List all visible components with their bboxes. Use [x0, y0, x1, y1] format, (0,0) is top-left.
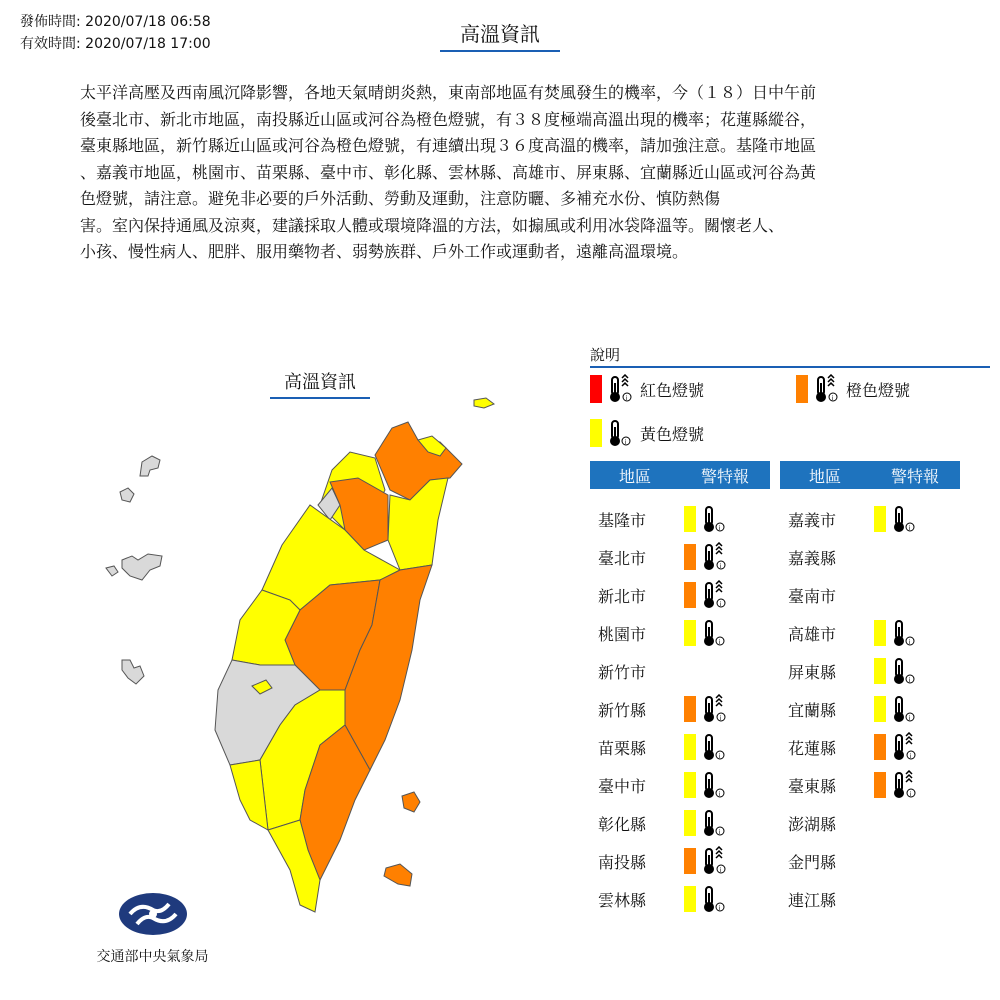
table-row: [788, 655, 924, 687]
region-name: 嘉義市: [788, 510, 837, 530]
region-name: 臺東縣: [788, 776, 837, 796]
svg-text:i: i: [831, 395, 834, 402]
table-row: [788, 845, 868, 877]
svg-text:i: i: [719, 867, 722, 874]
thermometer-extreme-icon: [892, 732, 918, 762]
warning-swatch-yellow: [684, 734, 696, 760]
warning-swatch-orange: [874, 734, 886, 760]
svg-text:i: i: [718, 905, 721, 912]
region-yellow-changhua: [232, 590, 300, 665]
warning-swatch-yellow: [874, 696, 886, 722]
svg-text:i: i: [624, 439, 627, 446]
legend-label-orange: 橙色燈號: [846, 380, 911, 400]
warning-swatch-yellow: [684, 772, 696, 798]
table-row: [598, 655, 678, 687]
agency-name: 交通部中央氣象局: [96, 949, 209, 965]
region-orange-taipei: [375, 422, 462, 500]
region-name: 連江縣: [788, 890, 837, 910]
thermometer-warning-icon: [892, 504, 918, 534]
region-name: 新竹市: [598, 662, 647, 682]
thermometer-warning-icon: [892, 694, 918, 724]
thermometer-extreme-icon: [892, 770, 918, 800]
svg-text:i: i: [908, 715, 911, 722]
thermometer-warning-icon: [892, 656, 918, 686]
thermometer-warning-icon: [892, 618, 918, 648]
svg-text:i: i: [718, 829, 721, 836]
table-row: [598, 883, 734, 915]
cwb-logo-icon: [118, 892, 188, 936]
legend-title: 說明: [590, 346, 621, 364]
warning-swatch-orange: [684, 848, 696, 874]
table-row: [788, 731, 924, 763]
svg-text:i: i: [718, 639, 721, 646]
issue-time: 發佈時間: 2020/07/18 06:58: [20, 14, 211, 30]
warning-swatch-yellow: [684, 506, 696, 532]
table-row: [598, 769, 734, 801]
region-name: 桃園市: [598, 624, 647, 644]
region-name: 苗栗縣: [598, 738, 647, 758]
legend-swatch-red: [590, 375, 602, 403]
svg-text:i: i: [719, 715, 722, 722]
header-warning: 警特報: [700, 466, 749, 486]
warning-swatch-yellow: [684, 886, 696, 912]
penghu-islands: [106, 456, 162, 684]
table-row: [788, 617, 924, 649]
region-name: 宜蘭縣: [788, 700, 837, 720]
table-row: [788, 579, 868, 611]
table-row: [788, 541, 868, 573]
warning-swatch-orange: [684, 582, 696, 608]
warning-swatch-orange: [874, 772, 886, 798]
table-row: [788, 693, 924, 725]
region-name: 彰化縣: [598, 814, 647, 834]
svg-text:i: i: [719, 563, 722, 570]
svg-text:i: i: [718, 791, 721, 798]
thermometer-warning-icon: [702, 770, 728, 800]
thermometer-extreme-icon: [702, 846, 728, 876]
svg-text:i: i: [908, 639, 911, 646]
page-title: 高溫資訊: [440, 18, 560, 52]
header-region: 地區: [808, 466, 841, 486]
description-line: 害。室內保持通風及涼爽，建議採取人體或環境降溫的方法，如搧風或利用冰袋降溫等。關懷老人、: [80, 215, 785, 235]
thermometer-extreme-icon: [608, 374, 634, 404]
thermometer-warning-icon: [608, 418, 634, 448]
table-row: [788, 769, 924, 801]
table-row: [788, 807, 868, 839]
legend-swatch-yellow: [590, 419, 602, 447]
table-row: [598, 579, 734, 611]
region-name: 雲林縣: [598, 890, 647, 910]
legend-divider: [590, 366, 990, 368]
region-name: 屏東縣: [788, 662, 837, 682]
thermometer-warning-icon: [702, 808, 728, 838]
warning-swatch-yellow: [874, 658, 886, 684]
table-row: [788, 883, 868, 915]
table-row: [598, 693, 734, 725]
thermometer-warning-icon: [702, 504, 728, 534]
header-region: 地區: [618, 466, 651, 486]
svg-text:i: i: [718, 525, 721, 532]
region-name: 新竹縣: [598, 700, 647, 720]
region-name: 新北市: [598, 586, 647, 606]
description-line: 臺東縣地區，新竹縣近山區或河谷為橙色燈號，有連續出現３６度高溫的機率，請加強注意。基隆市地區: [80, 136, 817, 155]
region-name: 基隆市: [598, 510, 647, 530]
legend-label-yellow: 黃色燈號: [640, 424, 705, 444]
region-name: 澎湖縣: [788, 814, 837, 834]
thermometer-extreme-icon: [814, 374, 840, 404]
svg-text:i: i: [908, 677, 911, 684]
legend-item-orange: [796, 374, 910, 404]
legend-item-red: [590, 374, 704, 404]
warning-swatch-yellow: [684, 620, 696, 646]
svg-text:i: i: [909, 753, 912, 760]
warning-swatch-yellow: [874, 506, 886, 532]
region-name: 高雄市: [788, 624, 837, 644]
table-header-right: [780, 461, 960, 489]
description-line: 、嘉義市地區，桃園市、苗栗縣、臺中市、彰化縣、雲林縣、高雄市、屏東縣、宜蘭縣近山區或河谷為黃: [80, 162, 817, 182]
map-title: 高溫資訊: [270, 368, 370, 399]
valid-time: 有效時間: 2020/07/18 17:00: [20, 36, 211, 52]
region-name: 臺南市: [788, 586, 837, 606]
orchid-island: [384, 864, 412, 886]
table-row: [598, 503, 734, 535]
warning-swatch-orange: [684, 544, 696, 570]
region-name: 臺北市: [598, 548, 647, 568]
description: [80, 80, 915, 266]
warning-swatch-orange: [684, 696, 696, 722]
table-row: [598, 731, 734, 763]
header-warning: 警特報: [890, 466, 939, 486]
table-row: [598, 541, 734, 573]
cwb-logo-block: [85, 892, 220, 966]
thermometer-extreme-icon: [702, 694, 728, 724]
table-row: [598, 845, 734, 877]
region-name: 臺中市: [598, 776, 647, 796]
thermometer-warning-icon: [702, 884, 728, 914]
table-row: [598, 807, 734, 839]
svg-text:i: i: [719, 601, 722, 608]
warning-swatch-yellow: [874, 620, 886, 646]
table-row: [788, 503, 924, 535]
table-row: [598, 617, 734, 649]
warning-swatch-yellow: [684, 810, 696, 836]
region-name: 花蓮縣: [788, 738, 837, 758]
thermometer-extreme-icon: [702, 580, 728, 610]
description-line: 小孩、慢性病人、肥胖、服用藥物者、弱勢族群、戶外工作或運動者，遠離高溫環境。: [80, 242, 689, 261]
svg-text:i: i: [909, 791, 912, 798]
table-header-left: [590, 461, 770, 489]
taiwan-map: [90, 385, 510, 925]
thermometer-warning-icon: [702, 732, 728, 762]
description-line: 太平洋高壓及西南風沉降影響，各地天氣晴朗炎熱，東南部地區有焚風發生的機率，今（１８）日中午前: [80, 83, 817, 102]
svg-text:i: i: [908, 525, 911, 532]
svg-text:i: i: [625, 395, 628, 402]
legend-item-yellow: [590, 418, 704, 448]
thermometer-warning-icon: [702, 618, 728, 648]
legend-swatch-orange: [796, 375, 808, 403]
region-name: 金門縣: [788, 852, 837, 872]
thermometer-extreme-icon: [702, 542, 728, 572]
description-line: 色燈號，請注意。避免非必要的戶外活動、勞動及運動，注意防曬、多補充水份、慎防熱傷: [80, 189, 721, 208]
svg-text:i: i: [718, 753, 721, 760]
green-island: [402, 792, 420, 812]
description-line: 後臺北市、新北市地區，南投縣近山區或河谷為橙色燈號，有３８度極端高溫出現的機率；花蓮縣縱谷，: [80, 109, 817, 129]
legend-label-red: 紅色燈號: [640, 380, 705, 400]
region-name: 南投縣: [598, 852, 647, 872]
pengjia-islet: [474, 398, 494, 408]
region-name: 嘉義縣: [788, 548, 837, 568]
